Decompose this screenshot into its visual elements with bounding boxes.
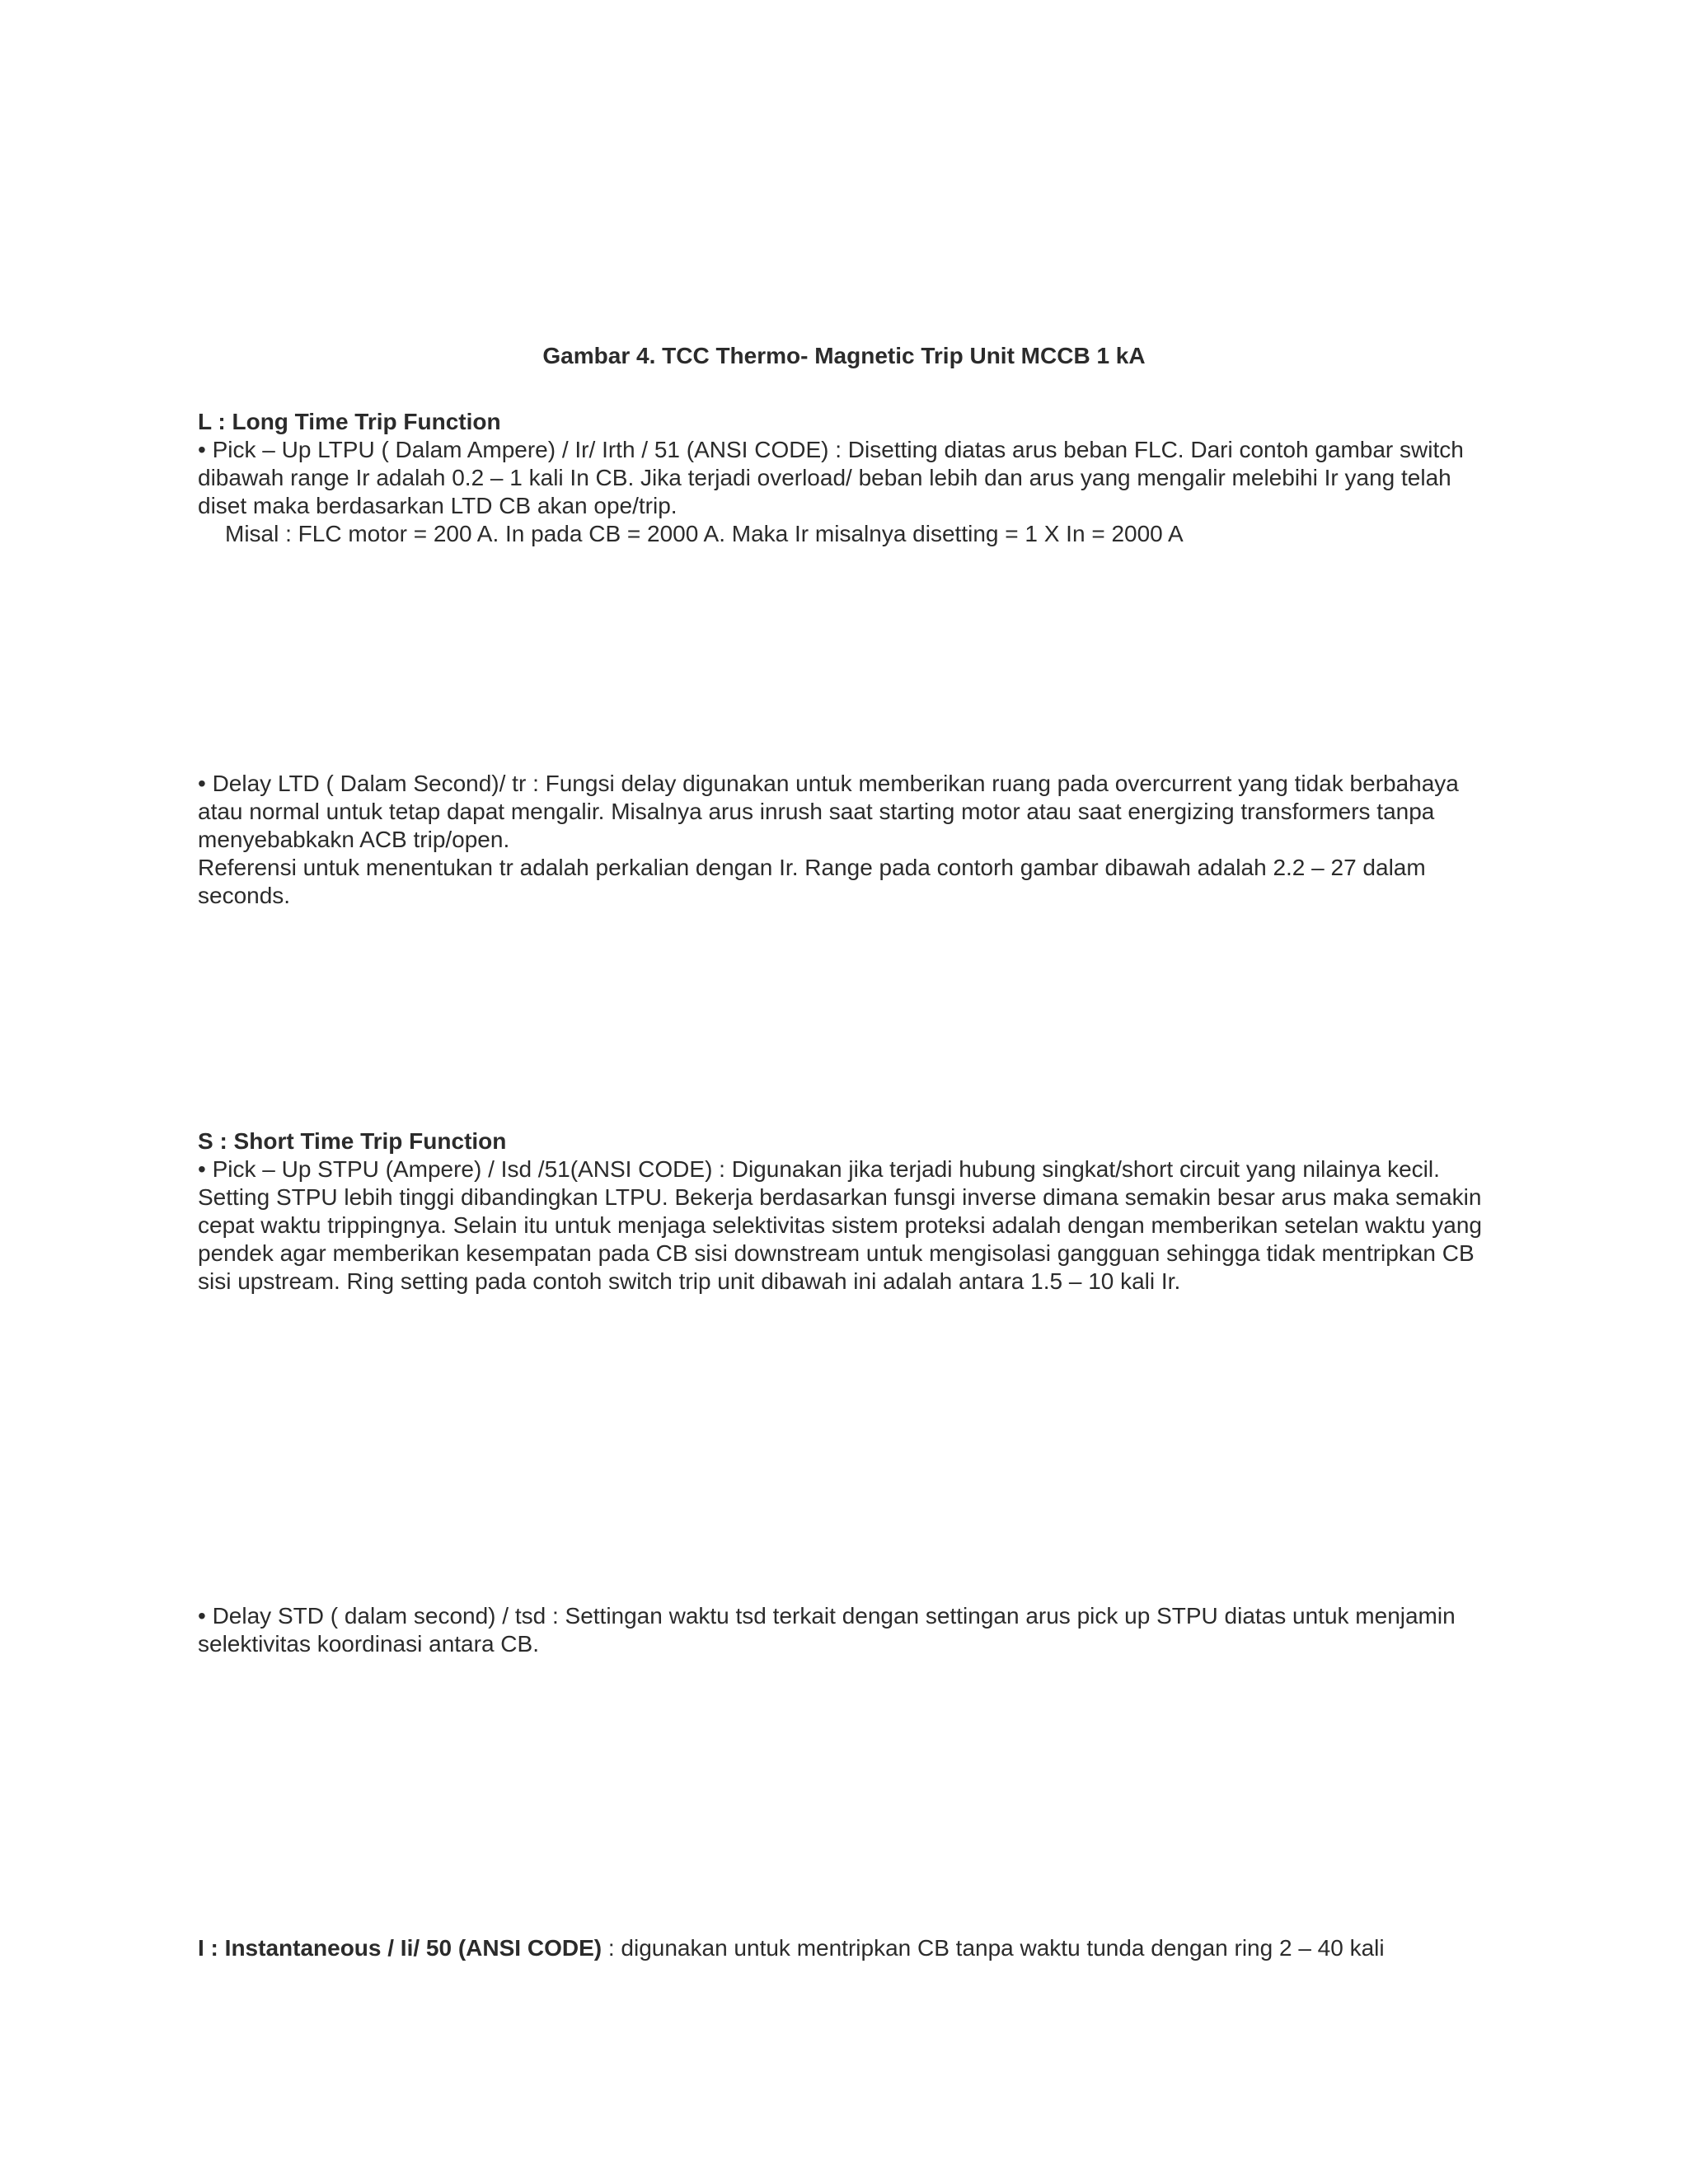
ltd-paragraph: • Delay LTD ( Dalam Second)/ tr : Fungsi delay digunakan untuk memberikan ruang pada overcurrent yang tidak berbahaya atau normal untuk tetap dapat mengalir. Misalnya arus inrush saat starting motor atau saat energizing transformers tanpa menyebabkakn ACB trip/open. <box>198 771 1459 852</box>
ltpu-paragraph: • Pick – Up LTPU ( Dalam Ampere) / Ir/ Irth / 51 (ANSI CODE) : Disetting diatas arus beban FLC. Dari contoh gambar switch dibawah range Ir adalah 0.2 – 1 kali In CB. Jika terjadi overload/ beban lebih dan arus yang mengalir melebihi Ir yang telah diset maka berdasarkan LTD CB akan ope/trip. <box>198 437 1464 518</box>
ltpu-example: Misal : FLC motor = 200 A. In pada CB = 2000 A. Maka Ir misalnya disetting = 1 X In = 2000 A <box>225 521 1184 546</box>
instantaneous-text: : digunakan untuk mentripkan CB tanpa waktu tunda dengan ring 2 – 40 kali <box>602 1935 1385 1961</box>
section-instantaneous <box>198 1934 1500 1962</box>
figure-caption: Gambar 4. TCC Thermo- Magnetic Trip Unit MCCB 1 kA <box>542 343 1146 368</box>
std-block <box>198 1602 1500 1658</box>
section-l-heading: L : Long Time Trip Function <box>198 409 501 434</box>
instantaneous-line <box>198 1934 1500 1962</box>
ltd-reference: Referensi untuk menentukan tr adalah perkalian dengan Ir. Range pada contorh gambar dibawah adalah 2.2 – 27 dalam seconds. <box>198 855 1426 908</box>
std-paragraph: • Delay STD ( dalam second) / tsd : Settingan waktu tsd terkait dengan settingan arus pick up STPU diatas untuk menjamin selektivitas koordinasi antara CB. <box>198 1603 1456 1657</box>
section-i-heading: I : Instantaneous / Ii/ 50 (ANSI CODE) <box>198 1935 603 1961</box>
stpu-paragraph: • Pick – Up STPU (Ampere) / Isd /51(ANSI CODE) : Digunakan jika terjadi hubung singkat/short circuit yang nilainya kecil. Setting STPU lebih tinggi dibandingkan LTPU. Bekerja berdasarkan funsgi inverse dimana semakin besar arus maka semakin cepat waktu trippingnya. Selain itu untuk menjaga selektivitas sistem proteksi adalah dengan memberikan setelan waktu yang pendek agar memberikan kesempatan pada CB sisi downstream untuk mengisolasi gangguan sehingga tidak mentripkan CB sisi upstream. Ring setting pada contoh switch trip unit dibawah ini adalah antara 1.5 – 10 kali Ir. <box>198 1156 1482 1294</box>
section-short-time <box>198 1127 1500 1296</box>
section-s-heading: S : Short Time Trip Function <box>198 1128 507 1154</box>
ltd-block <box>198 770 1500 910</box>
section-long-time <box>198 408 1500 548</box>
